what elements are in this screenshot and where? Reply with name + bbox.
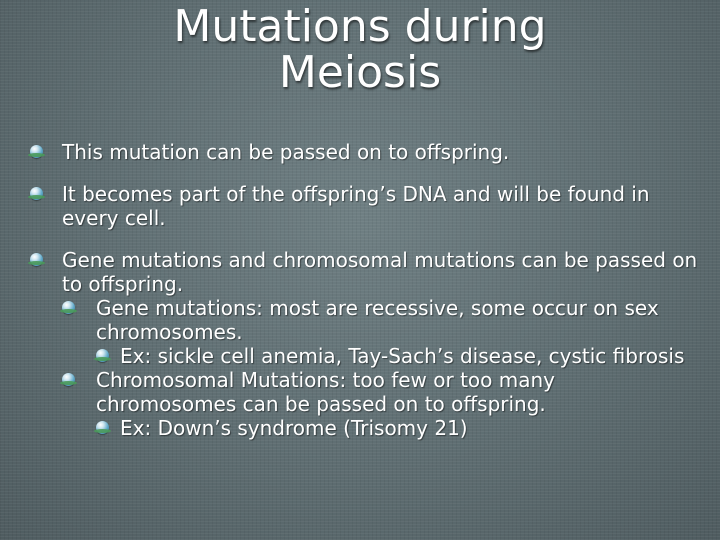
bullet-text: It becomes part of the offspring’s DNA and will be found in every cell. bbox=[62, 182, 650, 230]
bullet-text: Gene mutations and chromosomal mutations can be passed on to offspring. bbox=[62, 248, 698, 296]
slide-title-line-2: Meiosis bbox=[278, 47, 442, 98]
globe-bullet-icon bbox=[62, 373, 75, 386]
globe-bullet-icon bbox=[62, 301, 75, 314]
globe-bullet-icon bbox=[30, 253, 43, 266]
bullet-text: This mutation can be passed on to offspring. bbox=[62, 140, 510, 164]
globe-bullet-icon bbox=[96, 349, 109, 362]
slide-body bbox=[30, 140, 698, 440]
bullet-text: Gene mutations: most are recessive, some occur on sex chromosomes. bbox=[96, 296, 659, 344]
bullet-gene-mutations bbox=[62, 296, 698, 344]
slide-title bbox=[0, 1, 720, 98]
bullet-chromosomal-example bbox=[96, 416, 698, 440]
globe-bullet-icon bbox=[30, 187, 43, 200]
bullet-text: Chromosomal Mutations: too few or too many chromosomes can be passed on to offspring. bbox=[96, 368, 556, 416]
slide-title-line-1: Mutations during bbox=[173, 1, 547, 52]
bullet-gene-and-chromosomal bbox=[30, 248, 698, 296]
bullet-chromosomal-mutations bbox=[62, 368, 698, 416]
globe-bullet-icon bbox=[96, 421, 109, 434]
bullet-dna bbox=[30, 182, 698, 230]
globe-bullet-icon bbox=[30, 145, 43, 158]
bullet-passed-on bbox=[30, 140, 698, 164]
bullet-text: Ex: Down’s syndrome (Trisomy 21) bbox=[120, 416, 468, 440]
bullet-text: Ex: sickle cell anemia, Tay-Sach’s disease, cystic fibrosis bbox=[120, 344, 685, 368]
bullet-gene-example bbox=[96, 344, 698, 368]
